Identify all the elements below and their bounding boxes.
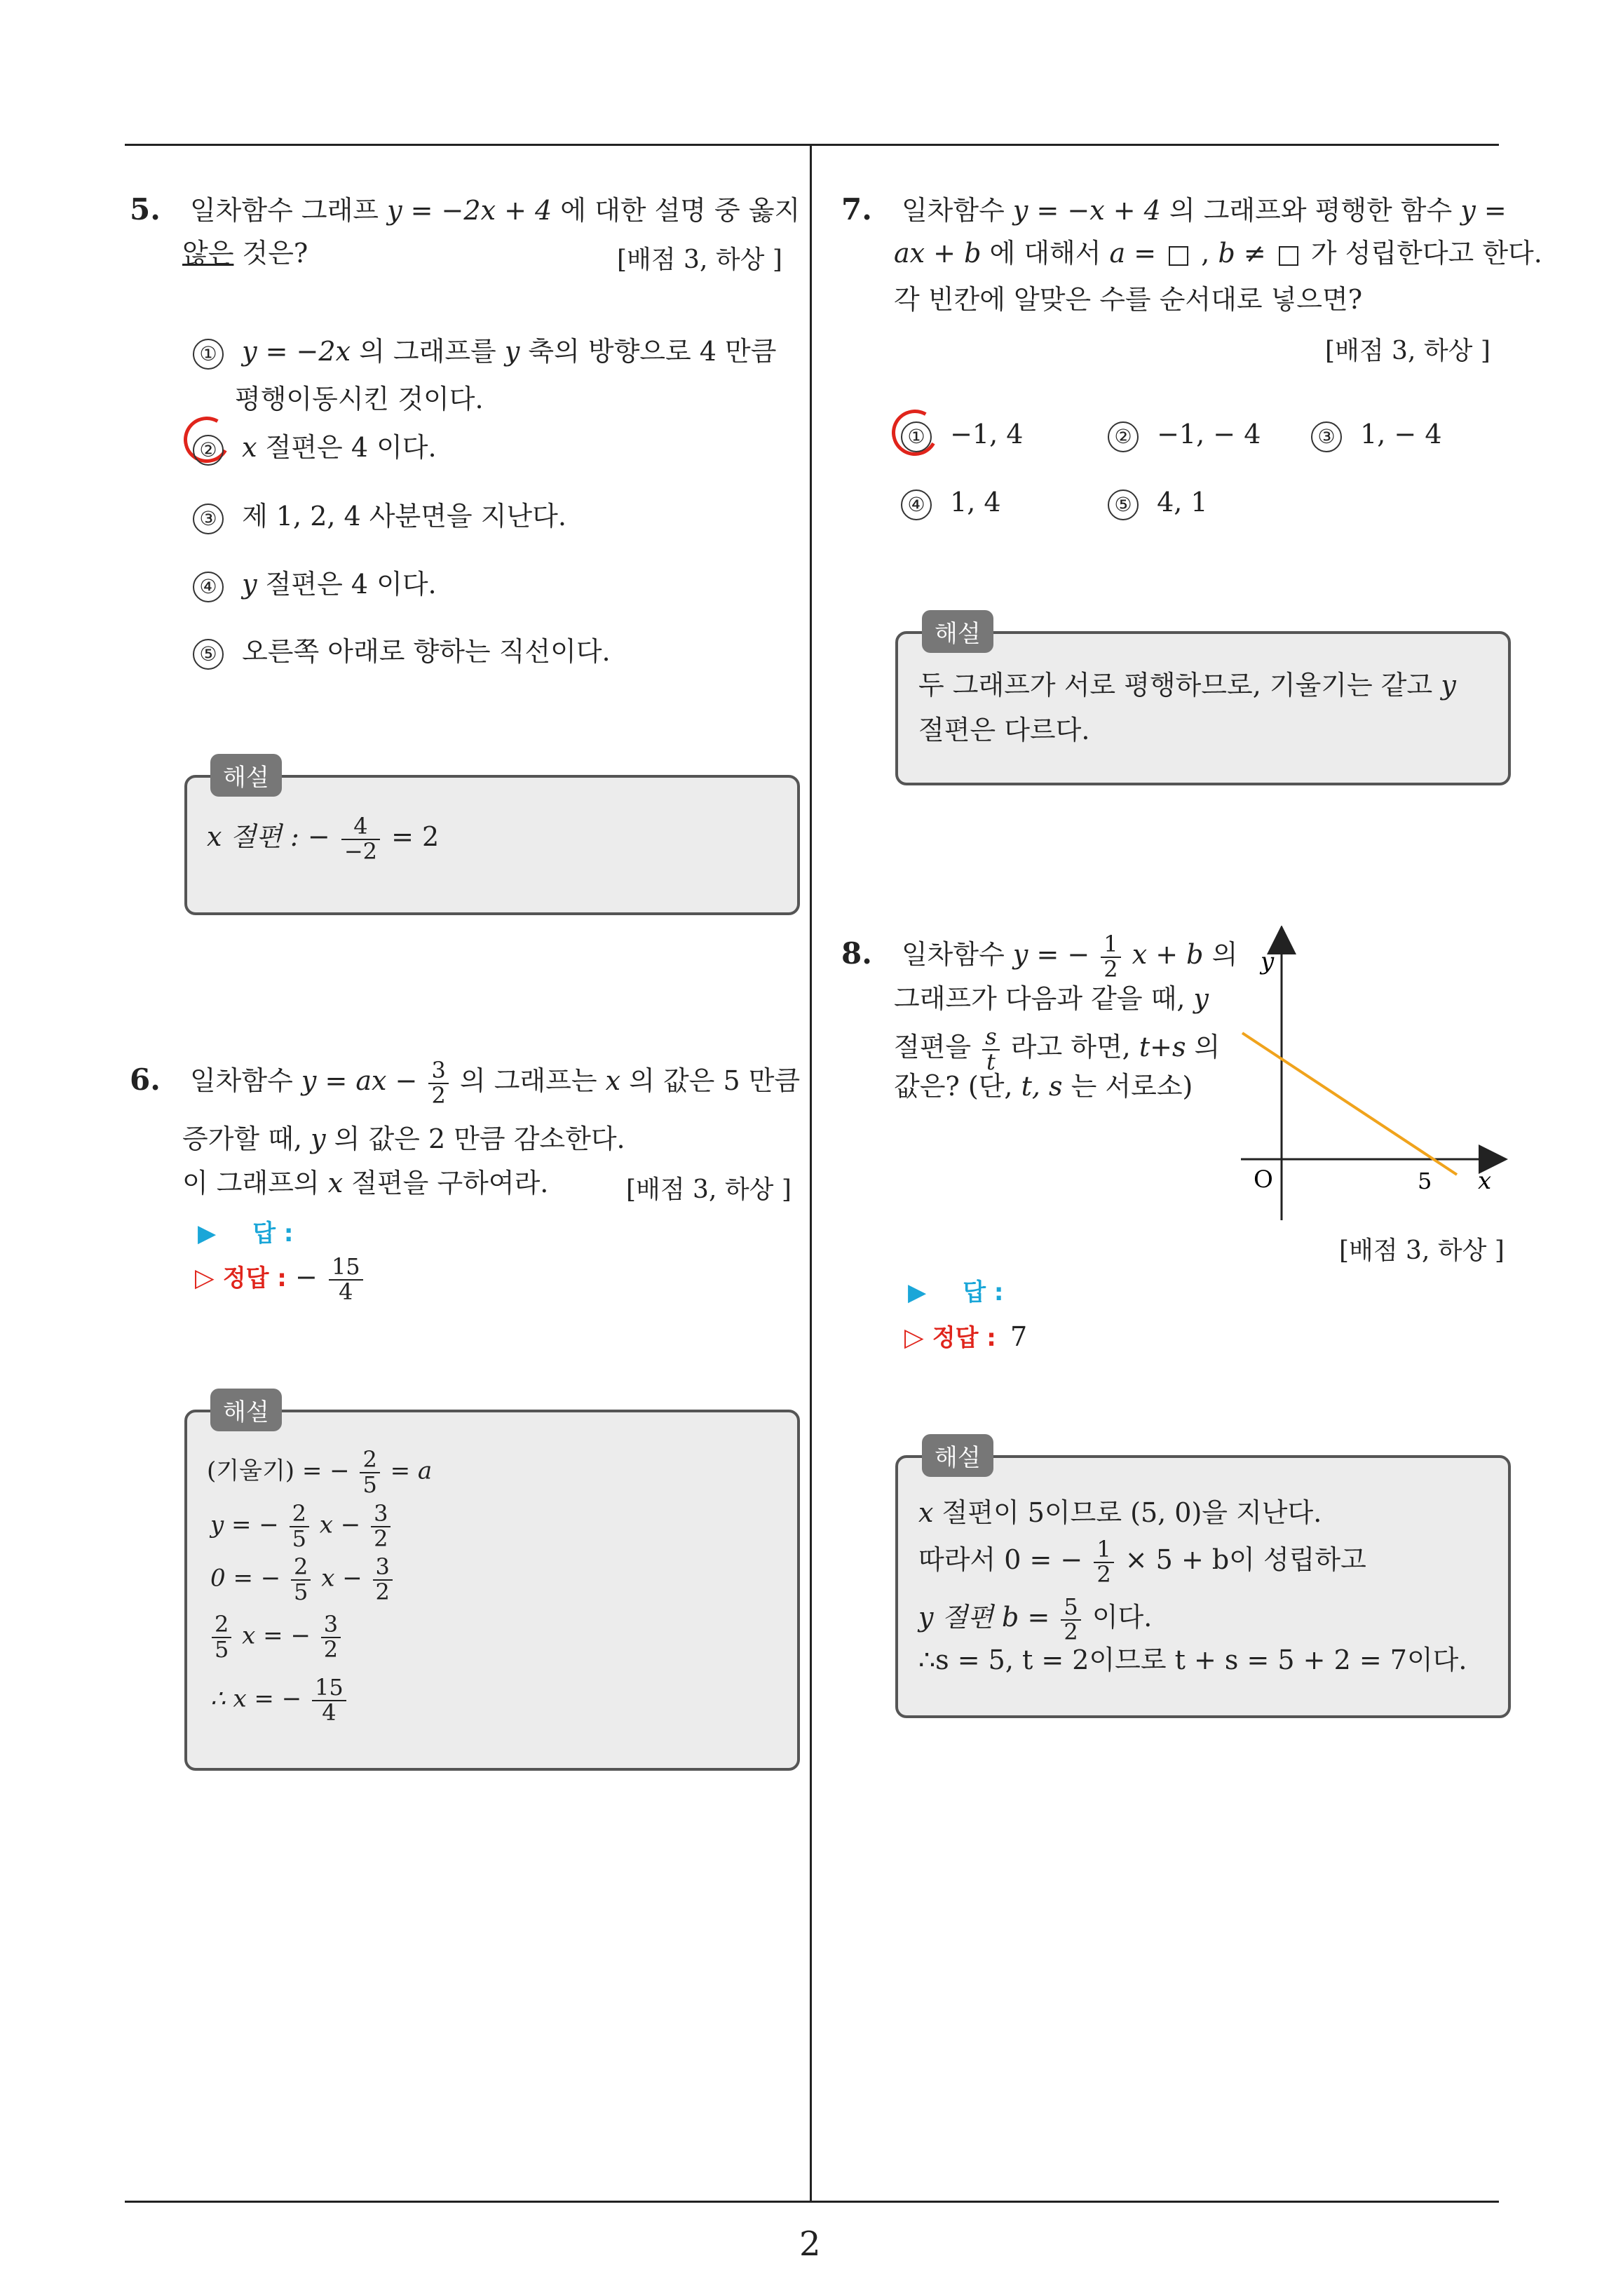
q7-solution-box <box>895 631 1511 785</box>
q8-solution-tag: 해설 <box>922 1434 993 1477</box>
q6-sol-line1: (기울기) = − $\frac{2}{5}$ = a <box>207 1446 433 1498</box>
q8-sol-line4: ∴s = 5, t = 2이므로 t + s = 5 + 2 = 7이다. <box>918 1645 1467 1675</box>
q7-solution-tag: 해설 <box>922 610 993 653</box>
q6-line1: 6. 일차함수 y = ax − $\frac{3}{2}$ 의 그래프는 x 의 값은 5 만큼 <box>130 1057 801 1109</box>
q8-answer-row[interactable]: ▶ 답 : <box>908 1278 1004 1306</box>
q8-sol-line3: y 절편 b = $\frac{5}{2}$ 이다. <box>918 1593 1153 1645</box>
q6-sol-line3: 0 = − $\frac{2}{5}$ x − $\frac{3}{2}$ <box>210 1555 395 1604</box>
x-axis-label: x <box>1478 1167 1492 1195</box>
q6-line3: 이 그래프의 x 절편을 구하여라. <box>182 1168 549 1198</box>
q6-answer-row[interactable]: ▶ 답 : <box>198 1220 294 1248</box>
q8-solution-box <box>895 1455 1511 1718</box>
q5-choice-4[interactable]: ④ y 절편은 4 이다. <box>193 562 437 602</box>
q6-line2: 증가할 때, y 의 값은 2 만큼 감소한다. <box>182 1123 625 1154</box>
blank-box <box>1279 246 1298 266</box>
q7-choice-4[interactable]: ④ 1, 4 <box>901 487 1001 520</box>
column-divider <box>810 144 812 2202</box>
q7-choice-1[interactable]: ① −1, 4 <box>901 419 1023 452</box>
q8-sol-line2: 따라서 0 = − $\frac{1}{2}$ × 5 + b이 성립하고 <box>918 1536 1366 1588</box>
q5-number: 5. <box>130 192 161 227</box>
graph-line <box>1242 1033 1457 1175</box>
q8-line3: 절편을 $\frac{s}{t}$ 라고 하면, t+s 의 <box>894 1023 1221 1075</box>
q5-line1: 5. 일차함수 그래프 y = −2x + 4 에 대한 설명 중 옳지 <box>130 192 801 227</box>
top-rule <box>125 144 1499 146</box>
q7-choice-3[interactable]: ③ 1, − 4 <box>1311 419 1442 452</box>
q6-meta: [배점 3, 하상 ] <box>626 1175 792 1204</box>
q5-choice-5[interactable]: ⑤ 오른쪽 아래로 향하는 직선이다. <box>193 630 611 670</box>
q6-sol-line5: ∴ x = − $\frac{15}{4}$ <box>210 1676 349 1724</box>
q7-sol-line2: 절편은 다르다. <box>918 715 1090 745</box>
q5-choice-3[interactable]: ③ 제 1, 2, 4 사분면을 지난다. <box>193 494 566 534</box>
q5-choice-1-cont: 평행이동시킨 것이다. <box>235 384 484 414</box>
outline-arrow-icon: ▷ <box>195 1264 215 1293</box>
page-number: 2 <box>799 2224 821 2264</box>
q5-choice-2[interactable]: ② x 절편은 4 이다. <box>193 426 437 466</box>
q8-meta: [배점 3, 하상 ] <box>1339 1236 1505 1265</box>
q7-line1: 7. 일차함수 y = −x + 4 의 그래프와 평행한 함수 y = <box>841 192 1507 227</box>
q6-sol-line4: $\frac{2}{5}$ x = − $\frac{3}{2}$ <box>209 1613 344 1661</box>
play-arrow-icon: ▶ <box>198 1220 217 1248</box>
q5-solution-text: x 절편 : − $\frac{4}{-2}$ = 2 <box>207 813 440 865</box>
q6-number: 6. <box>130 1062 161 1098</box>
q6-solution-tag: 해설 <box>210 1389 282 1431</box>
q5-solution-tag: 해설 <box>210 754 282 797</box>
q7-line3: 각 빈칸에 알맞은 수를 순서대로 넣으면? <box>894 284 1363 315</box>
origin-label: O <box>1254 1166 1273 1194</box>
q8-correct-row: ▷ 정답 : 7 <box>904 1321 1028 1352</box>
q8-line4: 값은? (단, t, s 는 서로소) <box>894 1071 1193 1102</box>
q5-choice-1[interactable]: ① y = −2x 의 그래프를 y 축의 방향으로 4 만큼 <box>193 330 776 370</box>
q7-meta: [배점 3, 하상 ] <box>1325 337 1490 365</box>
q8-graph <box>1234 926 1514 1234</box>
q7-choice-2[interactable]: ② −1, − 4 <box>1108 419 1261 452</box>
q5-meta: [배점 3, 하상 ] <box>617 245 782 274</box>
q8-line1: 8. 일차함수 y = − $\frac{1}{2}$ x + b 의 <box>841 931 1238 982</box>
q8-sol-line1: x 절편이 5이므로 (5, 0)을 지난다. <box>918 1497 1322 1528</box>
bottom-rule <box>125 2201 1499 2203</box>
q7-choice-5[interactable]: ⑤ 4, 1 <box>1108 487 1208 520</box>
play-arrow-icon: ▶ <box>908 1278 927 1306</box>
q8-line2: 그래프가 다음과 같을 때, y <box>894 983 1209 1014</box>
y-axis-label: y <box>1261 947 1275 975</box>
q7-line2: ax + b 에 대해서 a = , b ≠ 가 성립한다고 한다. <box>894 238 1542 269</box>
q7-number: 7. <box>841 192 872 227</box>
q6-correct-row: ▷ 정답 : − $\frac{15}{4}$ <box>195 1255 366 1304</box>
q8-number: 8. <box>841 936 872 971</box>
blank-box <box>1169 246 1188 266</box>
q7-sol-line1: 두 그래프가 서로 평행하므로, 기울기는 같고 y <box>918 670 1456 701</box>
outline-arrow-icon: ▷ <box>904 1323 924 1352</box>
q6-sol-line2: y = − $\frac{2}{5}$ x − $\frac{3}{2}$ <box>210 1502 393 1551</box>
q5-line2: 않은 것은? <box>182 238 308 269</box>
x-tick-label: 5 <box>1418 1168 1432 1194</box>
